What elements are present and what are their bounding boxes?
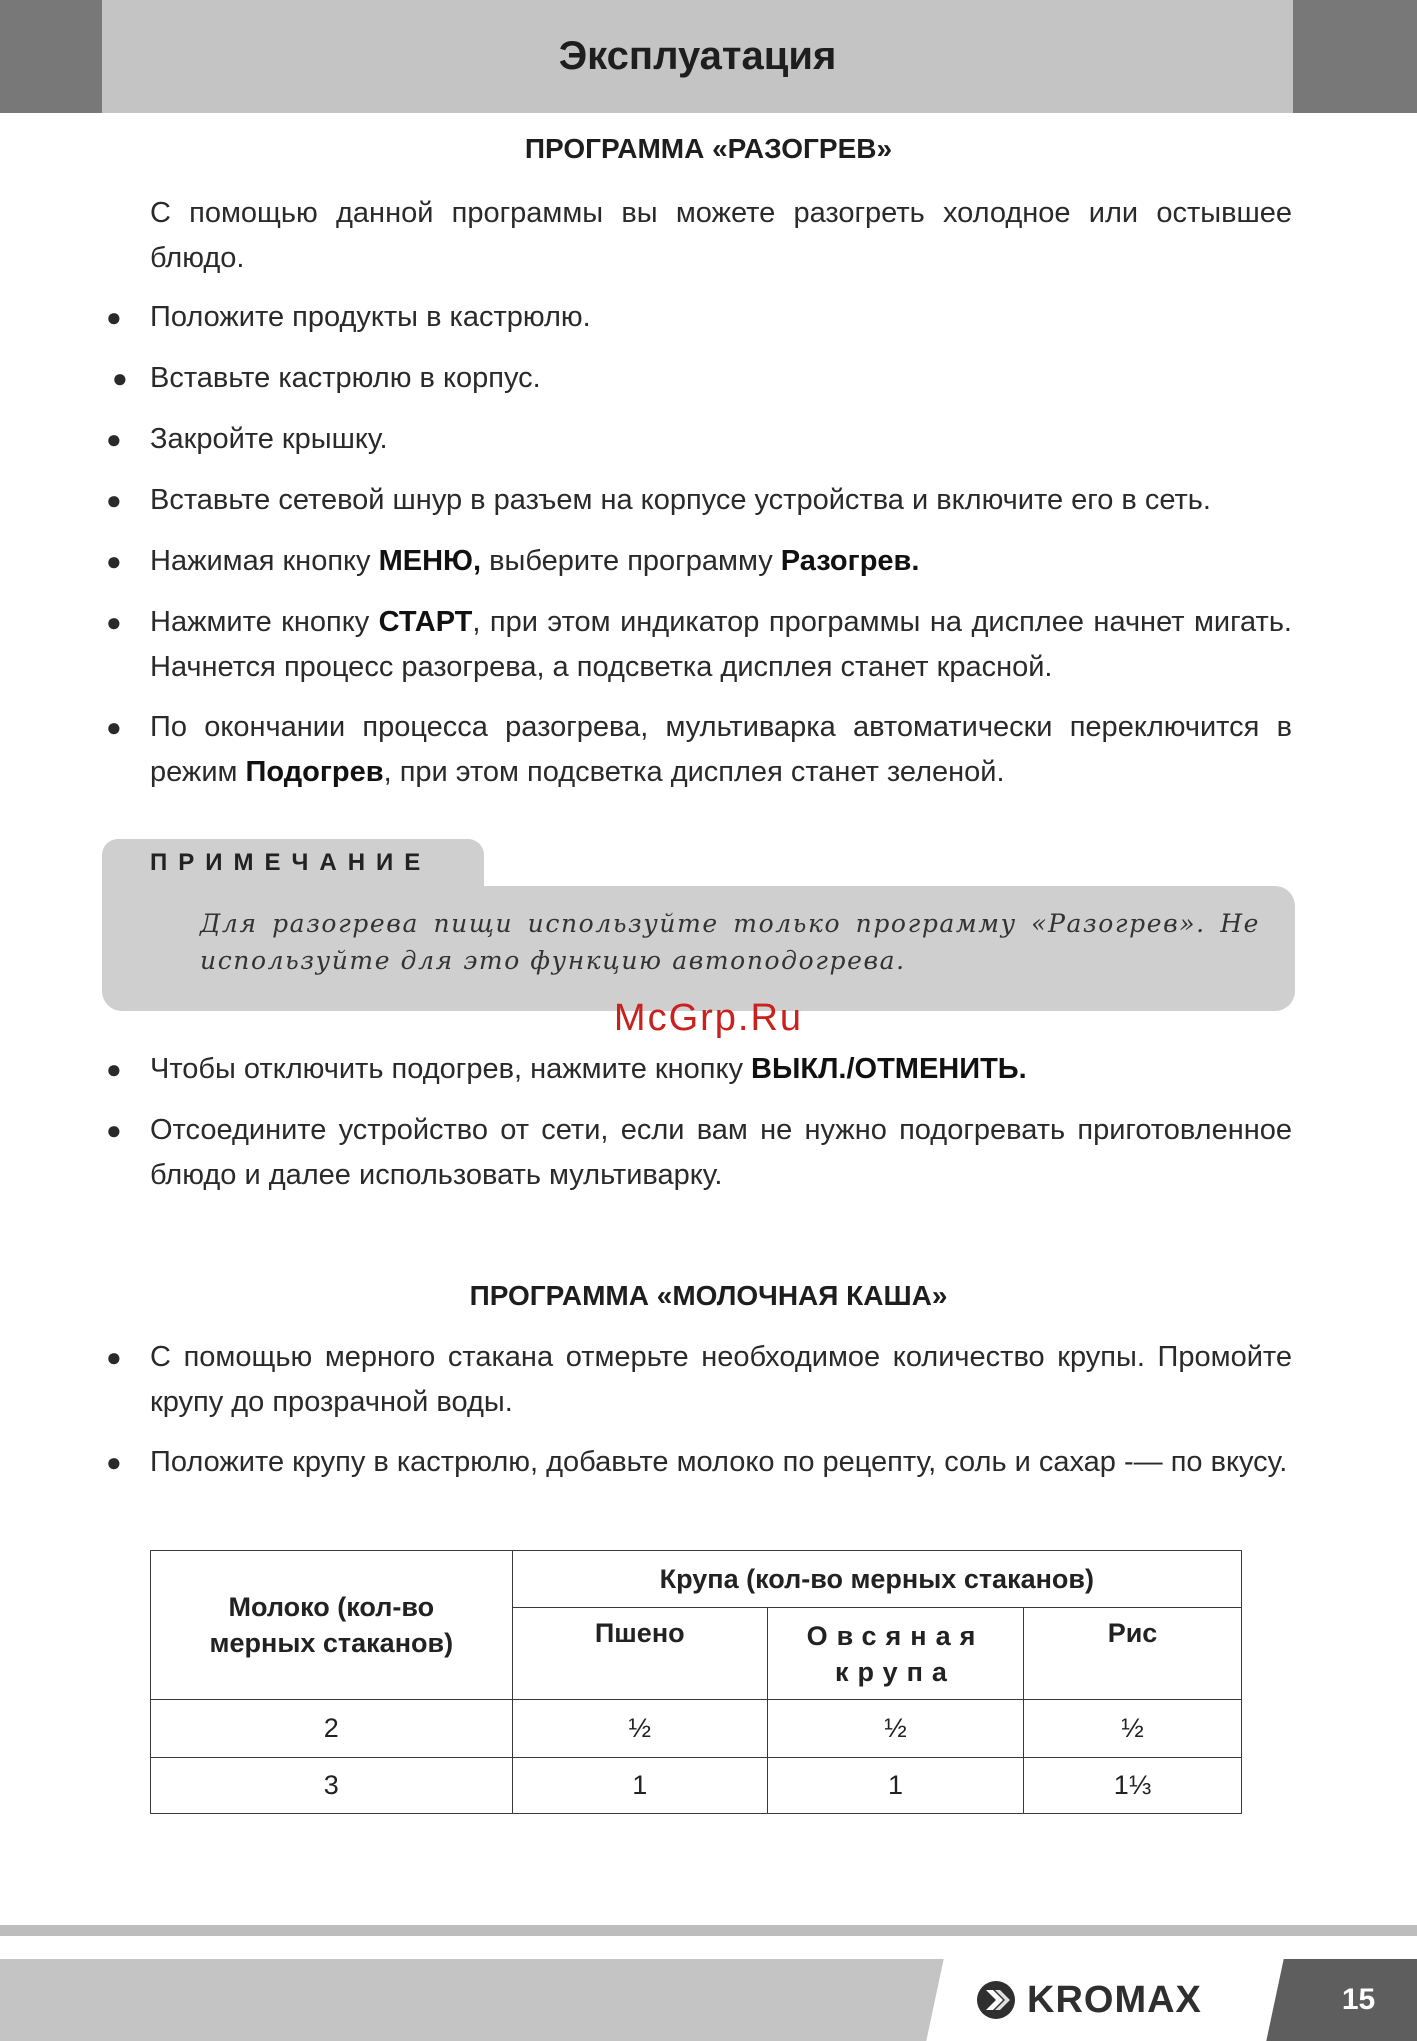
bullet-icon: ● bbox=[106, 712, 122, 742]
footer-band bbox=[0, 1959, 965, 2041]
brand-name: KROMAX bbox=[1027, 1978, 1202, 2021]
list-item: ● Положите продукты в кастрюлю. bbox=[150, 295, 1292, 340]
table-header-millet: Пшено bbox=[512, 1608, 767, 1700]
bullet-icon: ● bbox=[106, 1054, 122, 1084]
section-heading-reheat: ПРОГРАММА «РАЗОГРЕВ» bbox=[524, 133, 893, 164]
list-item: ● Нажмите кнопку СТАРТ, при этом индикатор программы на дисплее начнет мигать. Начнется процесс разогрева, а подсветка дисплея станет красной. bbox=[150, 600, 1292, 690]
list-item: ● Положите крупу в кастрюлю, добавьте молоко по рецепту, соль и сахар -— по вкусу. bbox=[150, 1440, 1292, 1485]
table-header-rice: Рис bbox=[1024, 1608, 1242, 1700]
table-cell: ½ bbox=[1024, 1700, 1242, 1758]
page-title: Эксплуатация bbox=[558, 34, 837, 78]
bullet-icon: ● bbox=[106, 1115, 122, 1145]
table-cell: 1 bbox=[767, 1758, 1023, 1814]
table-cell: 1⅓ bbox=[1024, 1758, 1242, 1814]
table-cell: ½ bbox=[767, 1700, 1023, 1758]
bullet-icon: ● bbox=[112, 363, 128, 393]
brand-logo bbox=[975, 1978, 1202, 2022]
page-header bbox=[0, 0, 1417, 113]
watermark: McGrp.Ru bbox=[613, 997, 804, 1039]
kromax-logo-icon bbox=[975, 1979, 1017, 2021]
section-heading-milk-porridge: ПРОГРАММА «МОЛОЧНАЯ КАША» bbox=[469, 1280, 948, 1311]
table-header-milk: Молоко (кол-во мерных стаканов) bbox=[151, 1551, 513, 1700]
note-text: Для разогрева пищи используйте только программу «Разогрев». Не используйте для это функцию автоподогрева. bbox=[200, 909, 1260, 975]
list-item: ● Нажимая кнопку МЕНЮ, выберите программу Разогрев. bbox=[150, 539, 1292, 584]
list-item: ● Вставьте сетевой шнур в разъем на корпусе устройства и включите его в сеть. bbox=[150, 478, 1292, 523]
table-cell: 1 bbox=[512, 1758, 767, 1814]
list-item: ● Чтобы отключить подогрев, нажмите кнопку ВЫКЛ./ОТМЕНИТЬ. bbox=[150, 1047, 1292, 1092]
bullet-icon: ● bbox=[106, 424, 122, 454]
list-item: ● По окончании процесса разогрева, мультиварка автоматически переключится в режим Подогрев, при этом подсветка дисплея станет зеленой. bbox=[150, 705, 1292, 795]
list-item: ● Закройте крышку. bbox=[150, 417, 1292, 462]
footer-rule bbox=[0, 1925, 1417, 1936]
table-row bbox=[151, 1758, 1242, 1814]
list-item: ● С помощью мерного стакана отмерьте необходимое количество крупы. Промойте крупу до прозрачной воды. bbox=[150, 1335, 1292, 1425]
header-right-block bbox=[1293, 0, 1417, 113]
bullet-icon: ● bbox=[106, 485, 122, 515]
page-number: 15 bbox=[1341, 1983, 1376, 2016]
note-box bbox=[102, 839, 1295, 1011]
list-item: ● Отсоедините устройство от сети, если вам не нужно подогревать приготовленное блюдо и далее использовать мультиварку. bbox=[150, 1108, 1292, 1198]
table-cell: 2 bbox=[151, 1700, 513, 1758]
list-item: ● Вставьте кастрюлю в корпус. bbox=[150, 356, 1292, 401]
table-header-oats: Овсяная крупа bbox=[767, 1608, 1023, 1700]
bullet-icon: ● bbox=[106, 546, 122, 576]
table-cell: ½ bbox=[512, 1700, 767, 1758]
table-row bbox=[151, 1700, 1242, 1758]
intro-paragraph: С помощью данной программы вы можете разогреть холодное или остывшее блюдо. bbox=[150, 197, 1292, 274]
bullet-icon: ● bbox=[106, 302, 122, 332]
bullet-icon: ● bbox=[106, 1342, 122, 1372]
header-left-block bbox=[0, 0, 102, 113]
table-header-group: Крупа (кол-во мерных стаканов) bbox=[512, 1551, 1241, 1608]
ratio-table bbox=[150, 1550, 1242, 1814]
table-cell: 3 bbox=[151, 1758, 513, 1814]
bullet-icon: ● bbox=[106, 607, 122, 637]
bullet-icon: ● bbox=[106, 1447, 122, 1477]
note-label: ПРИМЕЧАНИЕ bbox=[150, 849, 432, 876]
